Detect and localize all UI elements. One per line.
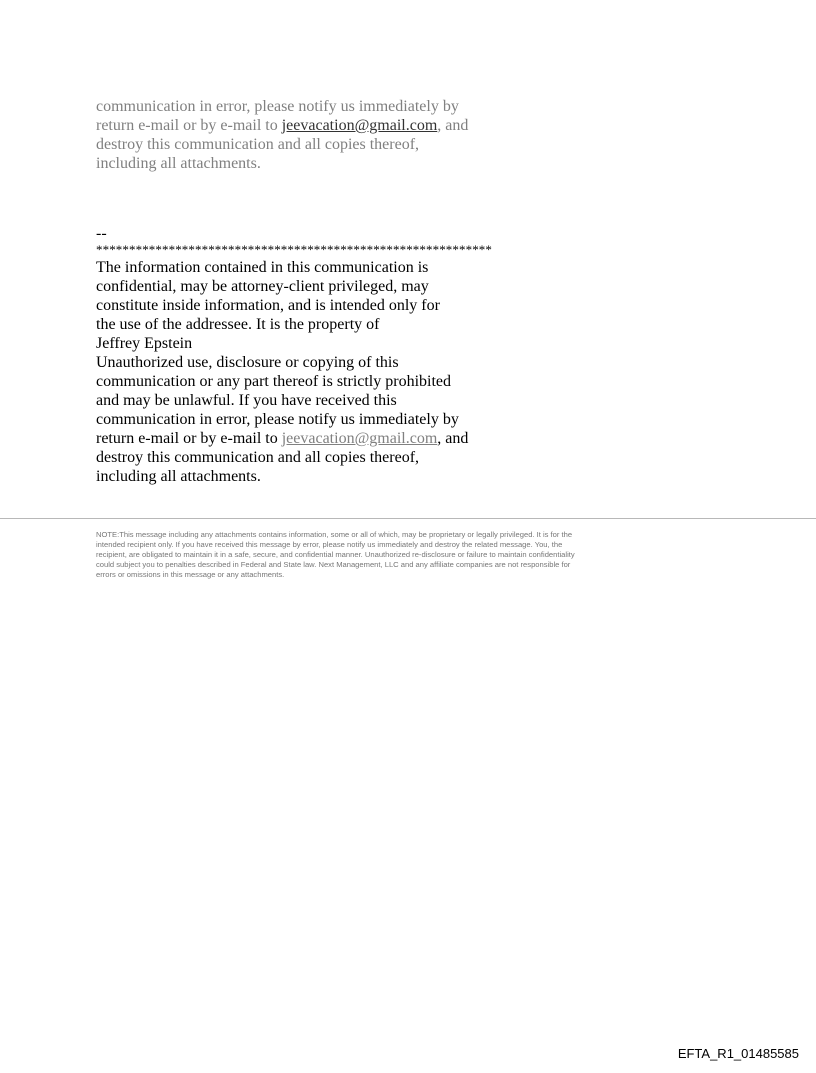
signature-disclaimer <box>96 226 616 486</box>
quoted-line: including all attachments. <box>96 155 261 172</box>
signature-line: including all attachments. <box>96 468 261 485</box>
section-divider <box>0 518 816 519</box>
notice-line: recipient, are obligated to maintain it in a safe, secure, and confidential manner. Unauthorized re-disclosure or failure to maintain confidentiality <box>96 550 575 559</box>
quoted-disclaimer <box>96 97 616 173</box>
signature-email-link[interactable]: jeevacation@gmail.com <box>281 430 438 447</box>
quoted-line: destroy this communication and all copies thereof, <box>96 136 420 153</box>
legal-notice <box>96 530 726 580</box>
quoted-line-text: return e-mail or by e-mail to <box>96 117 282 134</box>
signature-line: The information contained in this communication is <box>96 259 429 276</box>
notice-line: NOTE:This message including any attachments contains information, some or all of which, may be proprietary or legally privileged. It is for the <box>96 530 573 539</box>
signature-line: communication or any part thereof is strictly prohibited <box>96 373 452 390</box>
notice-line: could subject you to penalties described in Federal and State law. Next Management, LLC and any affiliate companies are not responsible for <box>96 560 571 569</box>
signature-line: confidential, may be attorney-client privileged, may <box>96 278 429 295</box>
signature-owner: Jeffrey Epstein <box>96 335 193 352</box>
quoted-line <box>96 116 616 135</box>
signature-line: destroy this communication and all copies thereof, <box>96 449 420 466</box>
signature-separator: -- <box>96 225 107 242</box>
quoted-line-suffix: , and <box>437 117 469 134</box>
signature-line: constitute inside information, and is intended only for <box>96 297 440 314</box>
notice-line: intended recipient only. If you have received this message by error, please notify us immediately and destroy the related message. You, the <box>96 540 563 549</box>
quoted-line: communication in error, please notify us immediately by <box>96 98 459 115</box>
signature-line-text: return e-mail or by e-mail to <box>96 430 282 447</box>
signature-line: and may be unlawful. If you have received this <box>96 392 397 409</box>
signature-line: communication in error, please notify us immediately by <box>96 411 459 428</box>
notice-line: errors or omissions in this message or any attachments. <box>96 570 285 579</box>
signature-line: Unauthorized use, disclosure or copying of this <box>96 354 399 371</box>
document-id: EFTA_R1_01485585 <box>677 1046 799 1061</box>
signature-line <box>96 429 616 448</box>
signature-line: the use of the addressee. It is the property of <box>96 316 380 333</box>
signature-line-suffix: , and <box>437 430 469 447</box>
quoted-email-link[interactable]: jeevacation@gmail.com <box>281 117 438 134</box>
signature-stars: ************************************************************ <box>96 242 492 257</box>
